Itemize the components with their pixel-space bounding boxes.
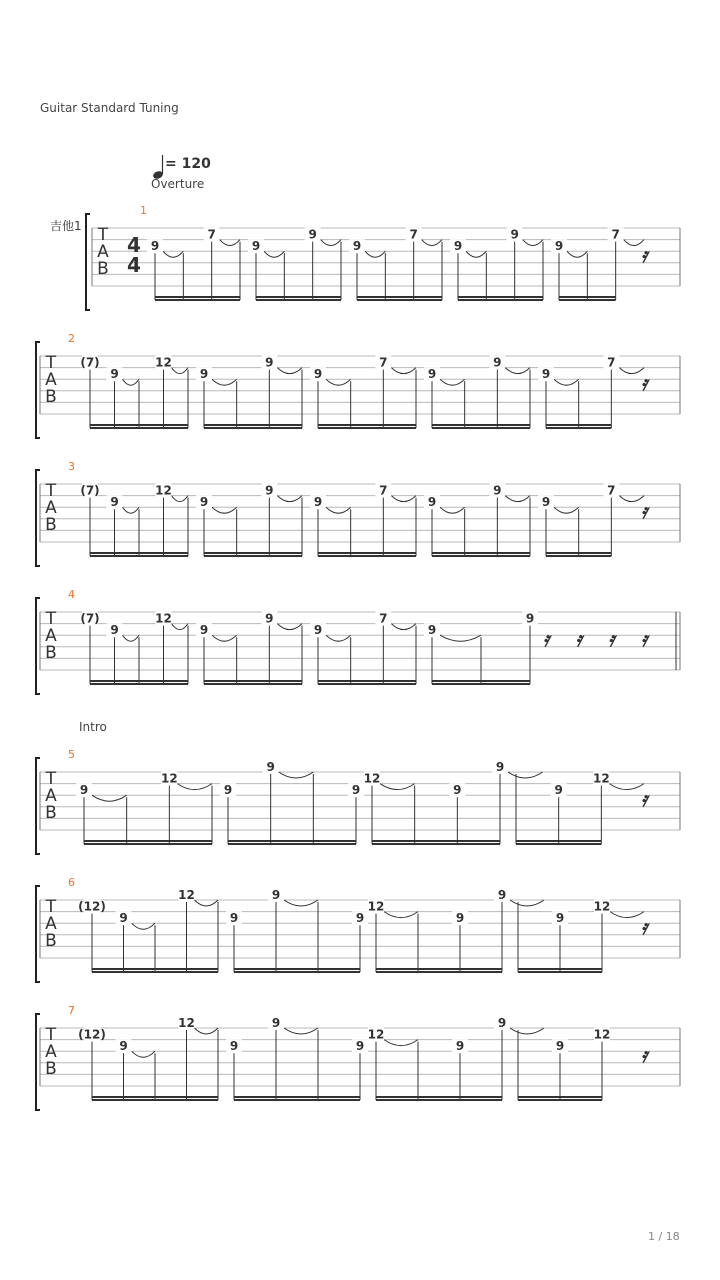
tie-arc xyxy=(132,1051,156,1057)
rest-icon: 𝄿 xyxy=(640,243,648,267)
time-signature-bottom: 4 xyxy=(127,253,141,277)
measure-number: 4 xyxy=(68,588,75,601)
tie-arc xyxy=(132,923,156,929)
tab-clef-letter: B xyxy=(45,803,57,823)
tab-system xyxy=(0,326,720,456)
fret-number: 7 xyxy=(611,227,620,242)
fret-number: 9 xyxy=(271,1016,281,1030)
tie-arc xyxy=(440,507,465,513)
rest-icon: 𝄿 xyxy=(608,627,615,651)
fret-number: 12 xyxy=(178,888,195,902)
tie-arc xyxy=(172,368,189,374)
tab-clef-letter: A xyxy=(45,498,57,518)
fret-number: 7 xyxy=(379,483,388,498)
fret-number: 9 xyxy=(497,1016,507,1030)
measure-number: 7 xyxy=(68,1004,75,1017)
tie-arc xyxy=(321,240,341,246)
tie-arc xyxy=(505,496,530,502)
tie-arc xyxy=(284,900,318,906)
measure-number: 5 xyxy=(68,748,75,761)
tab-clef-letter: T xyxy=(45,769,57,789)
fret-number: 9 xyxy=(110,495,119,510)
tie-arc xyxy=(440,379,465,385)
fret-number: 9 xyxy=(251,239,261,254)
rest-icon: 𝄿 xyxy=(640,627,648,651)
tab-clef-letter: A xyxy=(45,626,57,646)
fret-number: 9 xyxy=(455,911,465,926)
tab-clef-letter: B xyxy=(45,515,57,535)
fret-number: 9 xyxy=(453,783,462,798)
fret-number: 9 xyxy=(110,623,119,638)
measure-number: 6 xyxy=(68,876,75,889)
fret-number: 9 xyxy=(150,239,160,254)
fret-number: 9 xyxy=(223,783,233,798)
system-brace xyxy=(86,214,90,310)
tie-arc xyxy=(610,912,644,918)
fret-number: 9 xyxy=(541,495,551,510)
fret-number: 9 xyxy=(355,911,365,926)
fret-number: 9 xyxy=(352,239,362,254)
fret-number: 12 xyxy=(178,1016,195,1030)
rest-icon: 𝄿 xyxy=(542,627,550,651)
tab-clef-letter: A xyxy=(45,370,57,390)
fret-number: 9 xyxy=(525,611,535,626)
tab-clef-letter: B xyxy=(97,259,109,279)
system-brace xyxy=(36,1014,40,1110)
fret-number: 7 xyxy=(607,483,616,498)
tab-system xyxy=(0,870,720,1000)
measure-number: 2 xyxy=(68,332,75,345)
fret-number: 7 xyxy=(207,227,216,242)
time-signature-top: 4 xyxy=(127,233,141,257)
fret-number: 9 xyxy=(119,1039,128,1054)
fret-number: 12 xyxy=(155,483,172,498)
measure-number: 1 xyxy=(140,204,147,217)
tab-system xyxy=(0,198,720,328)
tie-arc xyxy=(123,635,140,641)
tab-clef-letter: B xyxy=(45,931,57,951)
fret-number: (12) xyxy=(78,899,106,914)
page-indicator: 1 / 18 xyxy=(648,1230,680,1243)
tab-clef-letter: T xyxy=(45,609,57,629)
system-brace xyxy=(36,886,40,982)
tie-arc xyxy=(264,251,284,257)
tie-arc xyxy=(422,240,442,246)
tie-arc xyxy=(123,379,140,385)
tab-clef-letter: B xyxy=(45,643,57,663)
tie-arc xyxy=(279,772,314,778)
tie-arc xyxy=(212,507,237,513)
tab-clef-letter: A xyxy=(45,1042,57,1062)
tie-arc xyxy=(554,507,579,513)
fret-number: (7) xyxy=(80,483,100,498)
tab-clef-letter: T xyxy=(45,481,57,501)
tie-arc xyxy=(195,1028,219,1034)
tie-arc xyxy=(391,368,416,374)
tie-arc xyxy=(163,251,183,257)
fret-number: 12 xyxy=(593,1027,611,1042)
tab-system xyxy=(0,742,720,872)
tie-arc xyxy=(212,379,237,385)
tie-arc xyxy=(609,784,644,790)
tie-arc xyxy=(195,900,219,906)
tempo-marking: = 120 xyxy=(165,156,211,172)
fret-number: 9 xyxy=(79,783,89,798)
tie-arc xyxy=(391,496,416,502)
tie-arc xyxy=(554,379,579,385)
tuning-label: Guitar Standard Tuning xyxy=(40,101,179,115)
fret-number: 9 xyxy=(427,623,437,638)
fret-number: 12 xyxy=(367,1027,385,1042)
tie-arc xyxy=(365,251,385,257)
rest-icon: 𝄿 xyxy=(640,1043,648,1067)
fret-number: 9 xyxy=(265,611,274,626)
tie-arc xyxy=(391,624,416,630)
fret-number: 9 xyxy=(313,623,323,638)
tab-clef-letter: T xyxy=(45,897,57,917)
fret-number: 7 xyxy=(409,227,418,242)
tie-arc xyxy=(284,1028,318,1034)
fret-number: 9 xyxy=(199,367,209,382)
fret-number: 9 xyxy=(355,1039,365,1054)
tie-arc xyxy=(510,900,544,906)
track-name: 吉他1 xyxy=(50,219,82,233)
tie-arc xyxy=(523,240,543,246)
tab-clef-letter: T xyxy=(97,225,109,245)
tie-arc xyxy=(92,795,127,801)
tie-arc xyxy=(380,784,415,790)
tie-arc xyxy=(505,368,530,374)
fret-number: (7) xyxy=(80,355,100,370)
fret-number: 9 xyxy=(510,227,519,242)
fret-number: 9 xyxy=(427,367,437,382)
fret-number: 12 xyxy=(160,771,178,786)
tie-arc xyxy=(172,624,189,630)
tie-arc xyxy=(384,912,418,918)
fret-number: 9 xyxy=(199,495,209,510)
fret-number: 9 xyxy=(541,367,551,382)
tab-clef-letter: A xyxy=(97,242,109,262)
fret-number: 7 xyxy=(379,355,388,370)
fret-number: 9 xyxy=(455,1039,465,1054)
section-label-overture: Overture xyxy=(151,177,205,191)
tie-arc xyxy=(440,635,481,641)
tie-arc xyxy=(123,507,140,513)
system-brace xyxy=(36,598,40,694)
tie-arc xyxy=(172,496,189,502)
fret-number: 9 xyxy=(497,888,507,902)
fret-number: 9 xyxy=(493,483,502,498)
fret-number: 7 xyxy=(607,355,616,370)
tie-arc xyxy=(466,251,486,257)
tie-arc xyxy=(277,624,302,630)
tie-arc xyxy=(508,772,543,778)
fret-number: (12) xyxy=(78,1027,106,1042)
fret-number: 9 xyxy=(313,367,323,382)
tie-arc xyxy=(326,635,351,641)
tie-arc xyxy=(567,251,587,257)
fret-number: 9 xyxy=(555,911,565,926)
fret-number: 9 xyxy=(266,760,275,774)
fret-number: 9 xyxy=(229,911,239,926)
tie-arc xyxy=(212,635,237,641)
tie-arc xyxy=(510,1028,544,1034)
tab-clef-letter: T xyxy=(45,353,57,373)
fret-number: 9 xyxy=(555,1039,565,1054)
tie-arc xyxy=(277,368,302,374)
rest-icon: 𝄿 xyxy=(640,499,648,523)
tie-arc xyxy=(220,240,240,246)
rest-icon: 𝄿 xyxy=(640,787,648,811)
fret-number: 9 xyxy=(554,783,563,798)
tie-arc xyxy=(326,379,351,385)
tie-arc xyxy=(177,784,212,790)
tab-clef-letter: B xyxy=(45,1059,57,1079)
tie-arc xyxy=(384,1040,418,1046)
fret-number: (7) xyxy=(80,611,100,626)
measure-number: 3 xyxy=(68,460,75,473)
tie-arc xyxy=(326,507,351,513)
tab-system xyxy=(0,454,720,584)
system-brace xyxy=(36,758,40,854)
tab-clef-letter: B xyxy=(45,387,57,407)
fret-number: 9 xyxy=(351,783,361,798)
fret-number: 12 xyxy=(367,899,385,914)
fret-number: 9 xyxy=(495,760,505,774)
tab-system xyxy=(0,998,720,1128)
system-brace xyxy=(36,342,40,438)
fret-number: 12 xyxy=(592,771,610,786)
tab-clef-letter: A xyxy=(45,786,57,806)
fret-number: 9 xyxy=(271,888,281,902)
fret-number: 12 xyxy=(593,899,611,914)
fret-number: 9 xyxy=(427,495,437,510)
tab-clef-letter: T xyxy=(45,1025,57,1045)
fret-number: 9 xyxy=(229,1039,239,1054)
fret-number: 9 xyxy=(554,239,564,254)
fret-number: 7 xyxy=(379,611,388,626)
fret-number: 9 xyxy=(119,911,128,926)
fret-number: 9 xyxy=(313,495,323,510)
tie-arc xyxy=(277,496,302,502)
section-label-intro: Intro xyxy=(79,720,107,734)
rest-icon: 𝄿 xyxy=(575,627,582,651)
fret-number: 9 xyxy=(265,355,274,370)
fret-number: 9 xyxy=(110,367,119,382)
fret-number: 12 xyxy=(155,355,172,370)
rest-icon: 𝄿 xyxy=(640,915,648,939)
tab-clef-letter: A xyxy=(45,914,57,934)
fret-number: 9 xyxy=(199,623,209,638)
system-brace xyxy=(36,470,40,566)
fret-number: 12 xyxy=(155,611,172,626)
tab-system xyxy=(0,582,720,712)
fret-number: 9 xyxy=(453,239,463,254)
fret-number: 12 xyxy=(363,771,381,786)
fret-number: 9 xyxy=(265,483,274,498)
fret-number: 9 xyxy=(308,227,317,242)
fret-number: 9 xyxy=(493,355,502,370)
rest-icon: 𝄿 xyxy=(640,371,648,395)
